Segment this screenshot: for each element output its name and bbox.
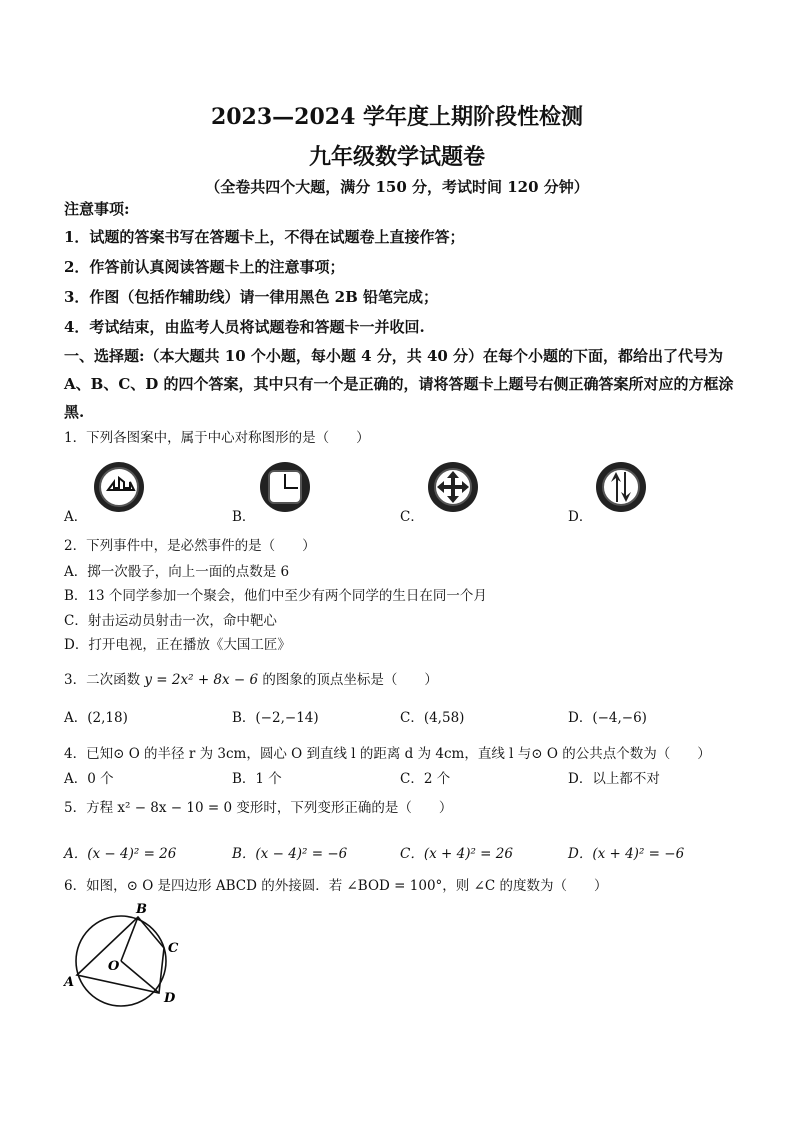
segment-ob [121,917,138,961]
question-5-stem: 5．方程 x² − 8x − 10 = 0 变形时，下列变形正确的是（ ） [64,800,453,816]
question-6-stem: 6．如图，⊙ O 是四边形 ABCD 的外接圆．若 ∠BOD = 100°，则 ∠C 的度数为（ ） [64,878,608,894]
question-3-stem-pre: 3．二次函数 [64,672,145,688]
question-1-stem: 1．下列各图案中，属于中心对称图形的是（ ） [64,430,370,446]
exam-info: （全卷共四个大题，满分 150 分，考试时间 120 分钟） [205,178,589,196]
note-item: 4．考试结束，由监考人员将试题卷和答题卡一并收回. [64,318,425,336]
question-3-option-b[interactable]: B．(−2,−14) [232,710,319,726]
question-5-option-a[interactable]: A．(x − 4)² = 26 [64,846,177,862]
question-4-option-b[interactable]: B．1 个 [232,771,282,787]
question-3-option-c[interactable]: C．(4,58) [400,710,465,726]
question-2-option-b[interactable]: B．13 个同学参加一个聚会，他们中至少有两个同学的生日在同一个月 [64,588,487,604]
question-2-option-d[interactable]: D．打开电视，正在播放《大国工匠》 [64,637,291,653]
rounded-square-dial-icon [258,460,312,514]
quadratic-function: y = 2x² + 8x − 6 [144,672,259,688]
question-2-option-a[interactable]: A．掷一次骰子，向上一面的点数是 6 [64,564,290,580]
question-3-stem-post: 的图象的顶点坐标是（ ） [258,672,438,688]
note-item: 2．作答前认真阅读答题卡上的注意事项； [64,258,345,276]
question-3-option-a[interactable]: A．(2,18) [64,710,128,726]
question-3-stem [64,668,438,688]
question-5-option-d[interactable]: D．(x + 4)² = −6 [568,846,685,862]
note-item: 1．试题的答案书写在答题卡上，不得在试题卷上直接作答； [64,228,465,246]
four-arrows-dial-icon [426,460,480,514]
question-5-option-b[interactable]: B．(x − 4)² = −6 [232,846,348,862]
exam-title: 2023—2024 学年度上期阶段性检测 [210,104,584,130]
question-3-option-d[interactable]: D．(−4,−6) [568,710,647,726]
question-5-option-c[interactable]: C．(x + 4)² = 26 [400,846,513,862]
question-1-option-d[interactable]: D． [568,509,593,525]
circle-quadrilateral-figure [62,898,192,1014]
point-label-b: B [136,902,147,917]
point-label-d: D [164,991,176,1006]
up-down-arrows-dial-icon [594,460,648,514]
point-label-c: C [168,941,179,956]
exam-subtitle: 九年级数学试题卷 [308,144,485,170]
question-4-option-c[interactable]: C．2 个 [400,771,451,787]
question-4-stem: 4．已知⊙ O 的半径 r 为 3cm，圆心 O 到直线 l 的距离 d 为 4cm，直线 l 与⊙ O 的公共点个数为（ ） [64,746,711,762]
question-1-option-b[interactable]: B． [232,509,256,525]
question-4-option-d[interactable]: D．以上都不对 [568,771,660,787]
section-1-instructions: 一、选择题:（本大题共 10 个小题，每小题 4 分，共 40 分）在每个小题的下面，都给出了代号为 A、B、C、D 的四个答案，其中只有一个是正确的，请将答题卡上题号右侧正确答案所对应的方框涂黑. [64,347,734,421]
notes-heading: 注意事项: [64,200,130,218]
arrows-dial-icon [92,460,146,514]
question-1-option-a[interactable]: A． [64,509,88,525]
point-label-a: A [64,975,75,990]
question-2-option-c[interactable]: C．射击运动员射击一次，命中靶心 [64,613,277,629]
point-label-o: O [108,959,120,974]
note-item: 3．作图（包括作辅助线）请一律用黑色 2B 铅笔完成； [64,288,438,306]
question-1-option-c[interactable]: C． [400,509,424,525]
question-4-option-a[interactable]: A．0 个 [64,771,114,787]
question-2-stem: 2．下列事件中，是必然事件的是（ ） [64,538,316,554]
